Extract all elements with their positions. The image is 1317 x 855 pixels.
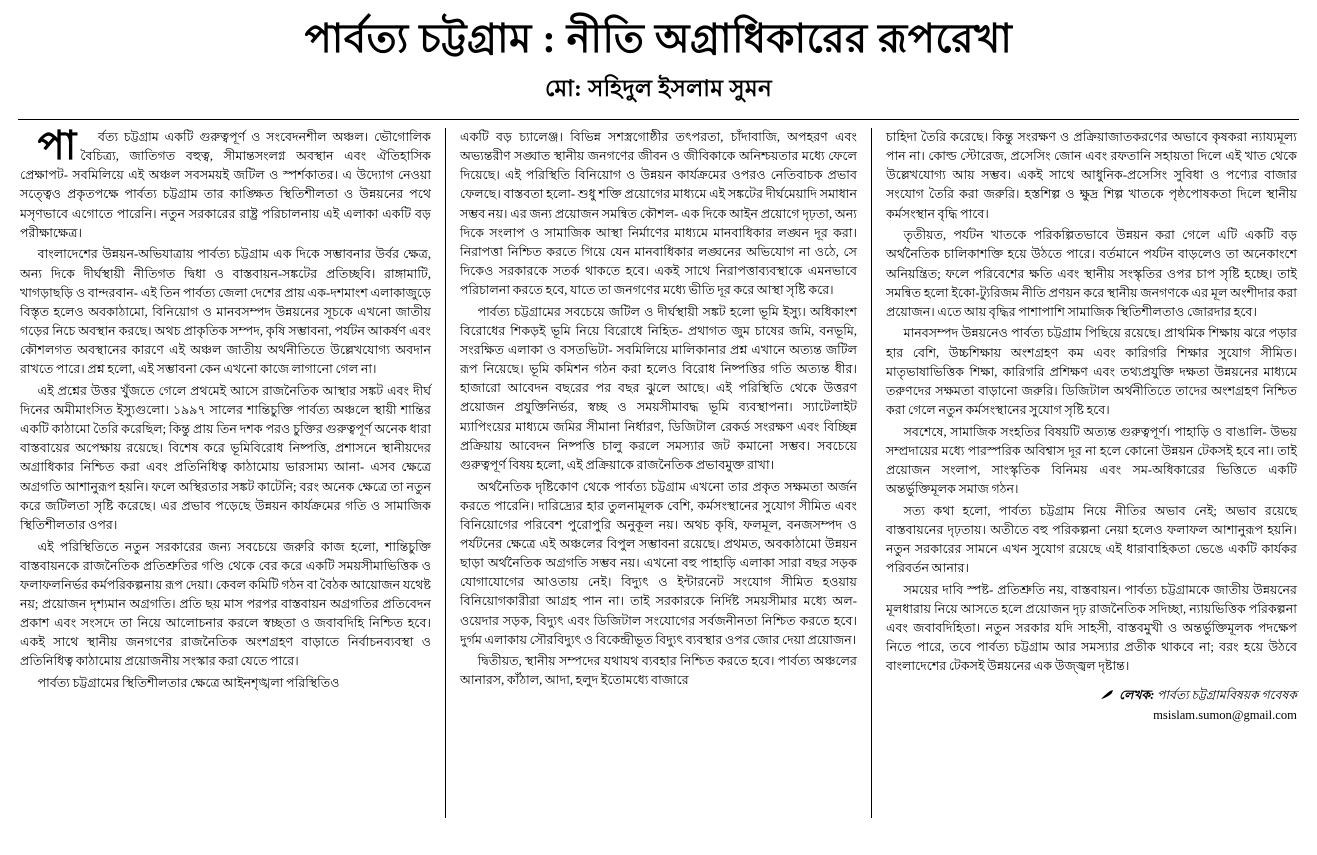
article-column-3 (872, 128, 1299, 818)
paragraph: একটি বড় চ্যালেঞ্জ। বিভিন্ন সশস্ত্রগোষ্ঠীর তৎপরতা, চাঁদাবাজি, অপহরণ এবং অভ্যন্তরীণ সঙ্ঘাত স্থানীয় জনগণের জীবন ও জীবিকাকে অনিশ্চয়তার মধ্যে ফেলে দিয়েছে। এই পরিস্থিতি বিনিয়োগ ও উন্নয়ন কার্যক্রমের ওপরও নেতিবাচক প্রভাব ফেলছে। বাস্তবতা হলো- শুধু শক্তি প্রয়োগের মাধ্যমে এই সঙ্কটের দীর্ঘমেয়াদি সমাধান সম্ভব নয়। এর জন্য প্রয়োজন সমন্বিত কৌশল- এক দিকে আইন প্রয়োগে দৃঢ়তা, অন্য দিকে সংলাপ ও সামাজিক আস্থা নির্মাণের মাধ্যমে মানবাধিকার লঙ্ঘন দূর করা। নিরাপত্তা নিশ্চিত করতে গিয়ে যেন মানবাধিকার লঙ্ঘনের অভিযোগ না ওঠে, সে দিকেও সরকারকে সতর্ক থাকতে হবে। একই সাথে নিরাপত্তাব্যবস্থাকে এমনভাবে পরিচালনা করতে হবে, যাতে তা জনগণের মধ্যে ভীতি দূর করে আস্থা সৃষ্টি করে। (459, 130, 857, 298)
page-title: পার্বত্য চট্টগ্রাম : নীতি অগ্রাধিকারের রূপরেখা (304, 16, 1013, 61)
paragraph: এই প্রশ্নের উত্তর খুঁজতে গেলে প্রথমেই আসে রাজনৈতিক আস্থার সঙ্কট এবং দীর্ঘ দিনের অমীমাংসিত ইস্যুগুলো। ১৯৯৭ সালের শান্তিচুক্তি পার্বত্য অঞ্চলে স্থায়ী শান্তির একটি কাঠামো তৈরি করেছিল; কিন্তু প্রায় তিন দশক পরও চুক্তির গুরুত্বপূর্ণ অনেক ধারা বাস্তবায়ের অপেক্ষায় রয়েছে। বিশেষ করে ভূমিবিরোধ নিষ্পত্তি, প্রশাসনে স্থানীয়দের অগ্রাধিকার নিশ্চিত করা এবং প্রতিনিধিত্ব কাঠামোয় ভারসাম্য আনা- এসব ক্ষেত্রে অগ্রগতি আশানুরূপ হয়নি। ফলে অস্থিরতার সঙ্কট কাটেনি; বরং অনেক ক্ষেত্রে তা নতুন করে জটিলতা সৃষ্টি করেছে। এর প্রভাব পড়েছে উন্নয়ন কার্যক্রমের গতি ও সামাজিক স্থিতিশীলতার ওপর। (20, 383, 431, 532)
author-role: পার্বত্য চট্টগ্রামবিষয়ক গবেষক (1156, 687, 1297, 702)
paragraph: সময়ের দাবি স্পষ্ট- প্রতিশ্রুতি নয়, বাস্তবায়ন। পার্বত্য চট্টগ্রামকে জাতীয় উন্নয়নের মূলধারায় নিয়ে আসতে হলে প্রয়োজন দৃঢ় রাজনৈতিক সদিচ্ছা, ন্যায়ভিত্তিক পরিকল্পনা এবং জবাবদিহিতা। নতুন সরকার যদি সাহসী, বাস্তবমুখী ও অন্তর্ভুক্তিমূলক পদক্ষেপ নিতে পারে, তবে পার্বত্য চট্টগ্রাম আর সমস্যার প্রতীক থাকবে না; বরং হয়ে উঠবে বাংলাদেশের টেকসই উন্নয়নের এক উজ্জ্বল দৃষ্টান্ত। (885, 582, 1297, 674)
paragraph: এই পরিস্থিতিতে নতুন সরকারের জন্য সবচেয়ে জরুরি কাজ হলো, শান্তিচুক্তি বাস্তবায়নকে রাজনৈতিক প্রতিশ্রুতির গণ্ডি থেকে বের করে একটি সময়সীমাভিত্তিক ও ফলাফলনির্ভর কর্মপরিকল্পনায় রূপ দেয়া। কেবল কমিটি গঠন বা বৈঠক আয়োজন যথেষ্ট নয়; প্রয়োজন দৃশ্যমান অগ্রগতি। প্রতি ছয় মাস পরপর বাস্তবায়ন অগ্রগতির প্রতিবেদন প্রকাশ এবং সংসদে তা নিয়ে আলোচনার করলে স্বচ্ছতা ও জবাবদিহি নিশ্চিত হবে। একই সাথে স্থানীয় জনগণের রাজনৈতিক অংশগ্রহণ বাড়াতে নির্বাচনব্যবস্থা ও প্রতিনিধিত্ব কাঠামোয় প্রয়োজনীয় সংস্কার করা যেতে পারে। (20, 539, 431, 669)
paragraph: তৃতীয়ত, পর্যটন খাতকে পরিকল্পিতভাবে উন্নয়ন করা গেলে এটি একটি বড় অর্থনৈতিক চালিকাশক্তি হয়ে উঠতে পারে। বর্তমানে পর্যটন বাড়লেও তা অনেকাংশে অনিয়ন্ত্রিত; ফলে পরিবেশের ক্ষতি এবং স্থানীয় সংস্কৃতির ওপর চাপ সৃষ্টি হচ্ছে। তাই সমন্বিত হলো ইকো-ট্যুরিজম নীতি প্রণয়ন করে স্থানীয় জনগণকে এর মূল অংশীদার করা প্রয়োজন। এতে আয় বৃদ্ধির পাশাপাশি সামাজিক স্থিতিশীলতাও জোরদার হবে। (885, 228, 1297, 319)
paragraph: পার্বত্য চট্টগ্রামের সবচেয়ে জটিল ও দীর্ঘস্থায়ী সঙ্কট হলো ভূমি ইস্যু। অধিকাংশ বিরোধের শিকড়ই ভূমি নিয়ে বিরোধে নিহিত- প্রথাগত জুম চাষের জমি, বনভূমি, সংরক্ষিত এলাকা ও বসতভিটা- সবমিলিয়ে মালিকানার প্রশ্ন এখানে অত্যন্ত জটিল রূপ নিয়েছে। ভূমি কমিশন গঠন করা হলেও বিরোধ নিষ্পত্তির গতি অত্যন্ত ধীর। হাজারো আবেদন বছরের পর বছর ঝুলে আছে। এই পরিস্থিতি থেকে উত্তরণ প্রয়োজন প্রযুক্তিনির্ভর, স্বচ্ছ ও সময়সীমাবদ্ধ ভূমি ব্যবস্থাপনা। স্যাটেলাইট ম্যাপিংয়ের মাধ্যমে জমির সীমানা নির্ধারণ, ডিজিটাল রেকর্ড সংরক্ষণ এবং বিচ্ছিন্ন প্রক্রিয়ায় আবেদন নিষ্পত্তি চালু করলে সমস্যার জট কমানো সম্ভব। সবচেয়ে গুরুত্বপূর্ণ বিষয় হলো, এই প্রক্রিয়াকে রাজনৈতিক প্রভাবমুক্ত রাখা। (459, 304, 857, 472)
paragraph: চাহিদা তৈরি করেছে। কিন্তু সংরক্ষণ ও প্রক্রিয়াজাতকরণের অভাবে কৃষকরা ন্যায্যমূল্য পান না। কোল্ড স্টোরেজ, প্রসেসিং জোন এবং রফতানি সহায়তা দিলে এই খাত থেকে উল্লেখযোগ্য আয় সম্ভব। একই সাথে আধুনিক-প্রসেসিং সুবিধা ও পণ্যের বাজার সংযোগ তৈরি করা জরুরি। হস্তশিল্প ও ক্ষুদ্র শিল্প খাতকে পৃষ্ঠপোষকতা দিলে স্থানীয় কর্মসংস্থান বৃদ্ধি পাবে। (885, 130, 1297, 221)
article-column-1 (18, 128, 445, 818)
author-note (886, 687, 1297, 725)
paragraph: মানবসম্পদ উন্নয়নেও পার্বত্য চট্টগ্রাম পিছিয়ে রয়েছে। প্রাথমিক শিক্ষায় ঝরে পড়ার হার বেশি, উচ্চশিক্ষায় অংশগ্রহণ কম এবং কারিগরি শিক্ষার সুযোগ সীমিত। মাতৃভাষাভিত্তিক শিক্ষা, কারিগরি প্রশিক্ষণ এবং তথ্যপ্রযুক্তি দক্ষতা উন্নয়নের মাধ্যমে তরুণদের সক্ষমতা বাড়ানো জরুরি। ডিজিটাল অর্থনীতিতে তাদের অংশগ্রহণ নিশ্চিত করা গেলে নতুন কর্মসংস্থানের সুযোগ সৃষ্টি হবে। (885, 326, 1297, 417)
paragraph: সবশেষে, সামাজিক সংহতির বিষয়টি অত্যন্ত গুরুত্বপূর্ণ। পাহাড়ি ও বাঙালি- উভয় সম্প্রদায়ের মধ্যে পারস্পরিক অবিশ্বাস দূর না হলে কোনো উন্নয়ন টেকসই হবে না। তাই প্রয়োজন সংলাপ, সাংস্কৃতিক বিনিময় এবং সম-অধিকারের ভিত্তিতে একটি অন্তর্ভুক্তিমূলক সমাজ গঠন। (885, 424, 1297, 497)
paragraph: অর্থনৈতিক দৃষ্টিকোণ থেকে পার্বত্য চট্টগ্রাম এখনো তার প্রকৃত সক্ষমতা অর্জন করতে পারেনি। দারিদ্র্যের হার তুলনামূলক বেশি, কর্মসংস্থানের সুযোগ সীমিত এবং বিনিয়োগের পরিবেশ পুরোপুরি অনুকূল নয়। অথচ কৃষি, ফলমূল, বনজসম্পদ ও পর্যটনের ক্ষেত্রে এই অঞ্চলের বিপুল সম্ভাবনা রয়েছে। প্রথমত, অবকাঠামো উন্নয়ন ছাড়া অর্থনৈতিক অগ্রগতি সম্ভব নয়। এখনো বহু পাহাড়ি এলাকা সারা বছর সড়ক যোগাযোগের আওতায় নেই। বিদ্যুৎ ও ইন্টারনেট সংযোগ সীমিত হওয়ায় বিনিয়োগকারীরা আগ্রহ পান না। তাই সরকারকে নির্দিষ্ট সময়সীমার মধ্যে অল-ওয়েদার সড়ক, বিদ্যুৎ এবং ডিজিটাল সংযোগের সর্বজনীনতা নিশ্চিত করতে হবে। দুর্গম এলাকায় সৌরবিদ্যুৎ ও বিকেন্দ্রীভূত বিদ্যুৎ ব্যবস্থার ওপর জোর দেয়া প্রয়োজন। (459, 479, 857, 647)
article-columns (18, 128, 1299, 818)
header-divider (18, 119, 1299, 120)
paragraph: বাংলাদেশের উন্নয়ন-অভিযাত্রায় পার্বত্য চট্টগ্রাম এক দিকে সম্ভাবনার উর্বর ক্ষেত্র, অন্য দিকে দীর্ঘস্থায়ী নীতিগত দ্বিধা ও বাস্তবায়ন-সঙ্কটের প্রতিচ্ছবি। রাঙ্গামাটি, খাগড়াছড়ি ও বান্দরবান- এই তিন পার্বত্য জেলা দেশের প্রায় এক-দশমাংশ এলাকাজুড়ে বিস্তৃত হলেও অবকাঠামো, বিনিয়োগ ও মানবসম্পদ উন্নয়নের সূচকে এখনো জাতীয় গড়ের নিচে অবস্থান করছে। অথচ প্রাকৃতিক সম্পদ, কৃষি সম্ভাবনা, পর্যটন আকর্ষণ এবং কৌশলগত অবস্থানের কারণে এই অঞ্চল জাতীয় অর্থনীতিতে উল্লেখযোগ্য অবদান রাখতে পারে। প্রশ্ন হলো, এই সম্ভাবনা কেন এখনো কাজে লাগানো গেল না। (20, 247, 431, 377)
paragraph: সত্য কথা হলো, পার্বত্য চট্টগ্রাম নিয়ে নীতির অভাব নেই; অভাব রয়েছে বাস্তবায়নের দৃঢ়তায়। অতীতে বহু পরিকল্পনা নেয়া হলেও ফলাফল আশানুরূপ হয়নি। নতুন সরকারের সামনে এখন সুযোগ রয়েছে এই ধারাবাহিকতা ভেঙে একটি কার্যকর পরিবর্তন আনার। (885, 503, 1297, 576)
article-column-2 (445, 128, 872, 818)
paragraph: পার্বত্য চট্টগ্রামের স্থিতিশীলতার ক্ষেত্রে আইনশৃঙ্খলা পরিস্থিতিও (37, 676, 340, 690)
paragraph-text: র্বত্য চট্টগ্রাম একটি গুরুত্বপূর্ণ ও সংবেদনশীল অঞ্চল। ভৌগোলিক বৈচিত্র্য, জাতিগত বহুত্ব, সীমান্তসংলগ্ন অবস্থান এবং ঐতিহাসিক প্রেক্ষাপট- সবমিলিয়ে এই অঞ্চল সবসময়ই জটিল ও স্পর্শকাতর। এ উদ্যোগ নেওয়া সত্ত্বেও প্রকৃতপক্ষে পার্বত্য চট্টগ্রাম তার কাঙ্ক্ষিত স্থিতিশীলতা ও উন্নয়নের পথে মসৃণভাবে এগোতে পারেনি। নতুন সরকারের রাষ্ট্র পরিচালনায় এই এলাকা একটি বড় পরীক্ষাক্ষেত্র। (20, 130, 431, 240)
byline-author: মো: সহিদুল ইসলাম সুমন (545, 76, 772, 101)
paragraph (20, 128, 431, 243)
author-email[interactable]: msislam.sumon@gmail.com (1153, 707, 1297, 722)
pen-icon (1100, 688, 1116, 705)
drop-cap: পা (37, 128, 77, 168)
author-label: লেখক: (1119, 687, 1155, 702)
paragraph: দ্বিতীয়ত, স্থানীয় সম্পদের যথাযথ ব্যবহার নিশ্চিত করতে হবে। পার্বত্য অঞ্চলের আনারস, কাঁঠাল, আদা, হলুদ ইতোমধ্যে বাজারে (459, 654, 857, 688)
